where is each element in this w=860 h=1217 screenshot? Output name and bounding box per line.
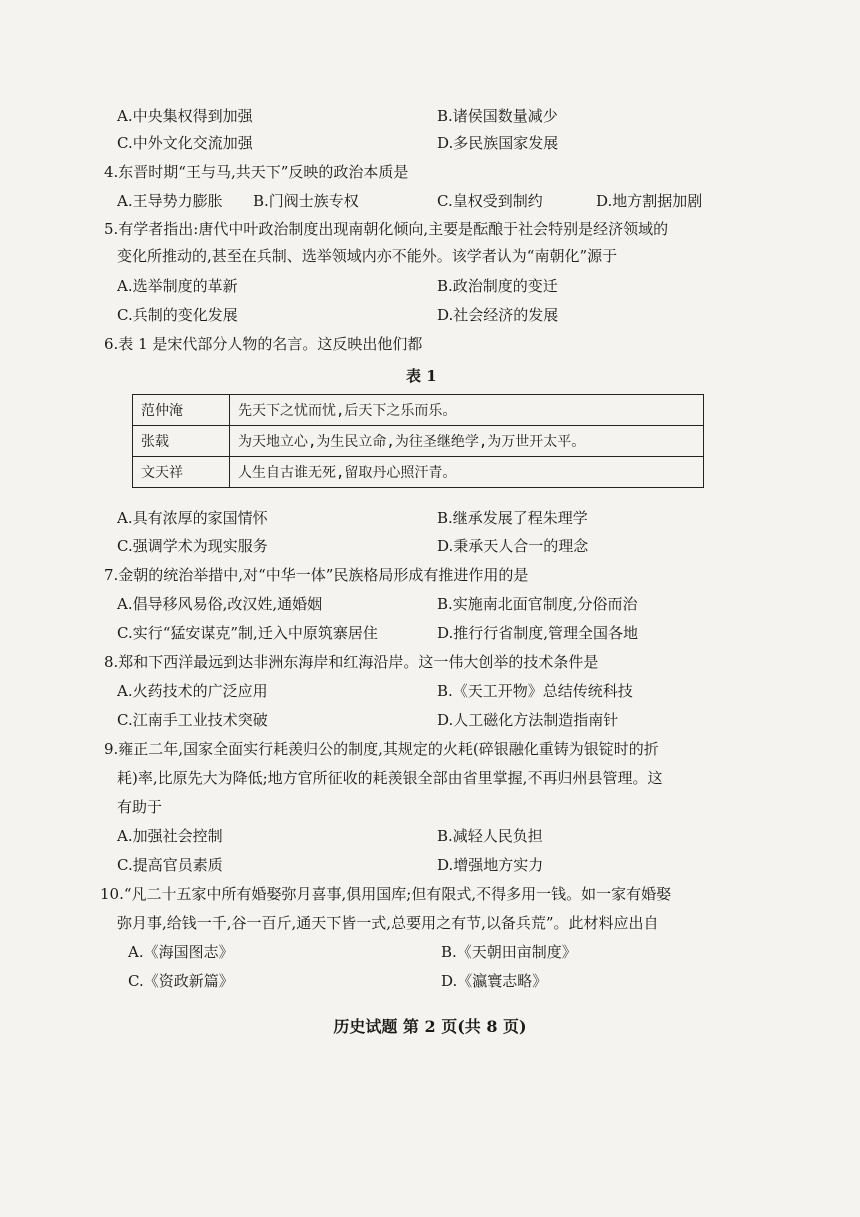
table-cell-quote: 先天下之忧而忧,后天下之乐而乐。 (230, 395, 704, 426)
q6-option-c: C.强调学术为现实服务 (117, 537, 268, 555)
q5-stem-line1: 5.有学者指出:唐代中叶政治制度出现南朝化倾向,主要是酝酿于社会特别是经济领域的 (104, 220, 669, 238)
q8-option-d: D.人工磁化方法制造指南针 (437, 711, 619, 729)
q7-stem: 7.金朝的统治举措中,对“中华一体”民族格局形成有推进作用的是 (104, 566, 529, 584)
q9-option-c: C.提高官员素质 (117, 856, 223, 874)
q8-option-b: B.《天工开物》总结传统科技 (437, 682, 633, 700)
table-cell-quote: 人生自古谁无死,留取丹心照汗青。 (230, 457, 704, 488)
q10-stem-line1: 10.“凡二十五家中所有婚娶弥月喜事,俱用国库;但有限式,不得多用一钱。如一家有婚娶 (100, 885, 672, 903)
q4-option-a: A.王导势力膨胀 (117, 192, 223, 210)
q5-option-a: A.选举制度的革新 (117, 277, 238, 295)
q6-option-d: D.秉承天人合一的理念 (437, 537, 589, 555)
table-caption: 表 1 (406, 367, 437, 385)
q3-option-a: A.中央集权得到加强 (117, 107, 253, 125)
q9-option-b: B.减轻人民负担 (437, 827, 543, 845)
q6-option-b: B.继承发展了程朱理学 (437, 509, 588, 527)
q8-option-a: A.火药技术的广泛应用 (117, 682, 268, 700)
q4-option-b: B.门阀士族专权 (253, 192, 359, 210)
table-cell-name: 张载 (133, 426, 230, 457)
table-row (133, 457, 704, 488)
q5-option-b: B.政治制度的变迁 (437, 277, 558, 295)
q7-option-c: C.实行“猛安谋克”制,迁入中原筑寨居住 (117, 624, 378, 642)
q9-stem-line3: 有助于 (117, 798, 163, 816)
quotes-table (132, 394, 704, 488)
q7-option-d: D.推行行省制度,管理全国各地 (437, 624, 639, 642)
table-cell-quote: 为天地立心,为生民立命,为往圣继绝学,为万世开太平。 (230, 426, 704, 457)
q4-option-c: C.皇权受到制约 (437, 192, 543, 210)
q3-option-d: D.多民族国家发展 (437, 134, 559, 152)
table-row (133, 395, 704, 426)
q4-stem: 4.东晋时期“王与马,共天下”反映的政治本质是 (104, 163, 409, 181)
q5-option-d: D.社会经济的发展 (437, 306, 559, 324)
q8-stem: 8.郑和下西洋最远到达非洲东海岸和红海沿岸。这一伟大创举的技术条件是 (104, 653, 599, 671)
q7-option-b: B.实施南北面官制度,分俗而治 (437, 595, 638, 613)
q9-stem-line1: 9.雍正二年,国家全面实行耗羡归公的制度,其规定的火耗(碎银融化重铸为银锭时的折 (104, 740, 659, 758)
q9-stem-line2: 耗)率,比原先大为降低;地方官所征收的耗羡银全部由省里掌握,不再归州县管理。这 (117, 769, 663, 787)
q6-option-a: A.具有浓厚的家国情怀 (117, 509, 268, 527)
q9-option-d: D.增强地方实力 (437, 856, 544, 874)
q10-option-b: B.《天朝田亩制度》 (441, 943, 577, 961)
q10-stem-line2: 弥月事,给钱一千,谷一百斤,通天下皆一式,总要用之有节,以备兵荒”。此材料应出自 (117, 914, 659, 932)
q7-option-a: A.倡导移风易俗,改汉姓,通婚姻 (117, 595, 323, 613)
q5-stem-line2: 变化所推动的,甚至在兵制、选举领域内亦不能外。该学者认为“南朝化”源于 (117, 247, 618, 265)
page-footer: 历史试题 第 2 页(共 8 页) (333, 1017, 527, 1036)
q9-option-a: A.加强社会控制 (117, 827, 223, 845)
table-cell-name: 文天祥 (133, 457, 230, 488)
q3-option-c: C.中外文化交流加强 (117, 134, 253, 152)
q6-stem: 6.表 1 是宋代部分人物的名言。这反映出他们都 (104, 335, 423, 353)
q10-option-d: D.《瀛寰志略》 (441, 972, 548, 990)
q3-option-b: B.诸侯国数量减少 (437, 107, 558, 125)
q10-option-c: C.《资政新篇》 (128, 972, 234, 990)
table-cell-name: 范仲淹 (133, 395, 230, 426)
q5-option-c: C.兵制的变化发展 (117, 306, 238, 324)
q8-option-c: C.江南手工业技术突破 (117, 711, 268, 729)
q10-option-a: A.《海国图志》 (128, 943, 234, 961)
table-row (133, 426, 704, 457)
q4-option-d: D.地方割据加剧 (596, 192, 703, 210)
